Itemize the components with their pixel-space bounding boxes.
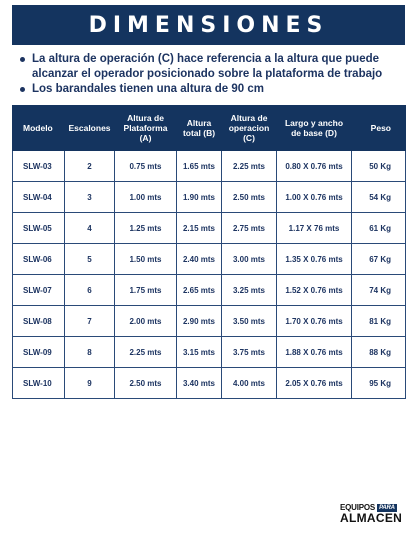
- note-item: [20, 82, 400, 97]
- cell-altura-total: 2.90 mts: [177, 306, 222, 337]
- table-row: [13, 213, 406, 244]
- cell-altura-plataforma: 0.75 mts: [115, 151, 177, 182]
- cell-peso: 88 Kg: [352, 337, 406, 368]
- cell-escalones: 6: [65, 275, 115, 306]
- logo-word-para: PARA: [379, 504, 395, 511]
- cell-altura-total: 2.40 mts: [177, 244, 222, 275]
- cell-altura-operacion: 2.75 mts: [222, 213, 277, 244]
- table-row: [13, 182, 406, 213]
- cell-modelo: SLW-07: [13, 275, 65, 306]
- cell-altura-plataforma: 1.75 mts: [115, 275, 177, 306]
- bullet-icon: [20, 57, 25, 62]
- cell-peso: 54 Kg: [352, 182, 406, 213]
- cell-altura-operacion: 3.75 mts: [222, 337, 277, 368]
- table-row: [13, 275, 406, 306]
- cell-peso: 61 Kg: [352, 213, 406, 244]
- note-text: La altura de operación (C) hace referencia a la altura que puede alcanzar el operador posicionado sobre la plataforma de trabajo: [32, 53, 383, 80]
- cell-altura-plataforma: 2.50 mts: [115, 368, 177, 399]
- cell-escalones: 8: [65, 337, 115, 368]
- cell-altura-operacion: 4.00 mts: [222, 368, 277, 399]
- logo-word-almacen: ALMACEN: [340, 511, 403, 525]
- cell-altura-plataforma: 2.25 mts: [115, 337, 177, 368]
- cell-largo-ancho: 1.17 X 76 mts: [277, 213, 352, 244]
- header-largo-ancho: Largo y ancho de base (D): [277, 106, 352, 151]
- cell-peso: 50 Kg: [352, 151, 406, 182]
- cell-escalones: 2: [65, 151, 115, 182]
- dimensions-table-wrapper: [12, 105, 405, 428]
- cell-escalones: 4: [65, 213, 115, 244]
- cell-altura-total: 1.90 mts: [177, 182, 222, 213]
- dimensions-table: [12, 105, 406, 399]
- cell-altura-operacion: 3.50 mts: [222, 306, 277, 337]
- table-row: [13, 337, 406, 368]
- cell-peso: 81 Kg: [352, 306, 406, 337]
- cell-largo-ancho: 0.80 X 0.76 mts: [277, 151, 352, 182]
- cell-peso: 67 Kg: [352, 244, 406, 275]
- cell-altura-operacion: 3.00 mts: [222, 244, 277, 275]
- cell-escalones: 9: [65, 368, 115, 399]
- cell-altura-plataforma: 1.00 mts: [115, 182, 177, 213]
- table-row: [13, 151, 406, 182]
- header-altura-plataforma: Altura de Plataforma (A): [115, 106, 177, 151]
- header-altura-operacion: Altura de operacion (C): [222, 106, 277, 151]
- brand-logo: [340, 503, 406, 533]
- cell-largo-ancho: 1.70 X 0.76 mts: [277, 306, 352, 337]
- cell-modelo: SLW-05: [13, 213, 65, 244]
- table-header-row: [13, 106, 406, 151]
- cell-modelo: SLW-09: [13, 337, 65, 368]
- page-title: DIMENSIONES: [88, 12, 329, 38]
- cell-altura-total: 1.65 mts: [177, 151, 222, 182]
- cell-modelo: SLW-03: [13, 151, 65, 182]
- header-modelo: Modelo: [13, 106, 65, 151]
- cell-largo-ancho: 1.35 X 0.76 mts: [277, 244, 352, 275]
- cell-modelo: SLW-04: [13, 182, 65, 213]
- cell-modelo: SLW-10: [13, 368, 65, 399]
- cell-altura-operacion: 2.25 mts: [222, 151, 277, 182]
- table-row: [13, 244, 406, 275]
- table-row: [13, 368, 406, 399]
- cell-largo-ancho: 2.05 X 0.76 mts: [277, 368, 352, 399]
- cell-altura-plataforma: 1.50 mts: [115, 244, 177, 275]
- cell-escalones: 5: [65, 244, 115, 275]
- cell-altura-total: 3.15 mts: [177, 337, 222, 368]
- cell-peso: 95 Kg: [352, 368, 406, 399]
- header-altura-total: Altura total (B): [177, 106, 222, 151]
- cell-altura-operacion: 2.50 mts: [222, 182, 277, 213]
- cell-altura-total: 3.40 mts: [177, 368, 222, 399]
- note-text: Los barandales tienen una altura de 90 cm: [32, 83, 264, 95]
- cell-peso: 74 Kg: [352, 275, 406, 306]
- cell-modelo: SLW-06: [13, 244, 65, 275]
- header-escalones: Escalones: [65, 106, 115, 151]
- note-item: [20, 52, 400, 82]
- header-peso: Peso: [352, 106, 406, 151]
- cell-largo-ancho: 1.00 X 0.76 mts: [277, 182, 352, 213]
- notes-list: [20, 52, 400, 97]
- title-banner: [12, 5, 405, 45]
- table-row: [13, 306, 406, 337]
- cell-altura-operacion: 3.25 mts: [222, 275, 277, 306]
- cell-modelo: SLW-08: [13, 306, 65, 337]
- cell-escalones: 7: [65, 306, 115, 337]
- logo-word-equipos: EQUIPOS: [340, 503, 376, 512]
- cell-escalones: 3: [65, 182, 115, 213]
- cell-altura-total: 2.65 mts: [177, 275, 222, 306]
- cell-largo-ancho: 1.88 X 0.76 mts: [277, 337, 352, 368]
- cell-largo-ancho: 1.52 X 0.76 mts: [277, 275, 352, 306]
- bullet-icon: [20, 87, 25, 92]
- cell-altura-total: 2.15 mts: [177, 213, 222, 244]
- cell-altura-plataforma: 1.25 mts: [115, 213, 177, 244]
- cell-altura-plataforma: 2.00 mts: [115, 306, 177, 337]
